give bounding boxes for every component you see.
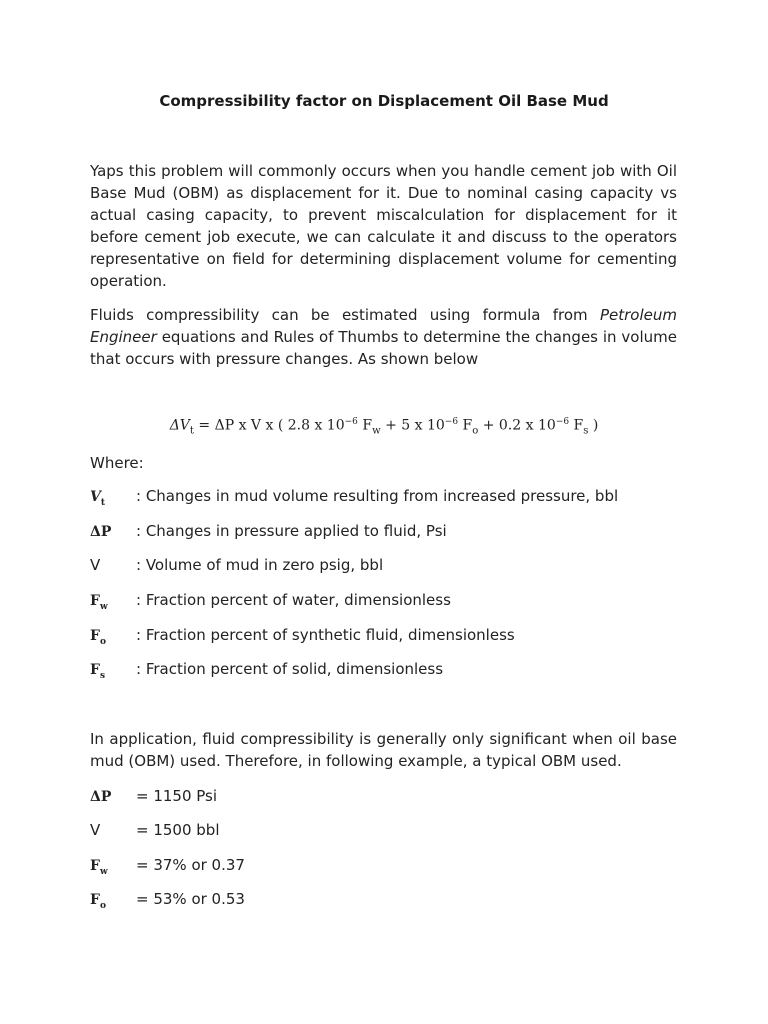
formula-lhs: ΔV: [169, 417, 190, 434]
definition-symbol: F: [90, 593, 100, 609]
definition-text: : Fraction percent of water, dimensionless: [136, 591, 451, 609]
example-symbol: F: [90, 892, 100, 908]
formula-sub: s: [583, 425, 589, 437]
compressibility-formula: [0, 417, 768, 436]
definition-symbol-sub: s: [99, 670, 106, 681]
definition-text: : Changes in mud volume resulting from increased pressure, bbl: [136, 487, 619, 505]
example-row: [90, 854, 245, 883]
definition-symbol: V: [90, 556, 101, 574]
formula-exponent: −6: [444, 417, 459, 427]
formula-part: + 0.2 x 10: [478, 417, 556, 434]
formula-sub: w: [372, 425, 381, 437]
definition-row: [90, 485, 618, 514]
example-symbol: ΔP: [90, 789, 112, 805]
formula-part: = ΔP x V x ( 2.8 x 10: [193, 417, 345, 434]
definition-symbol-sub: t: [100, 497, 106, 508]
example-value: = 1500 bbl: [136, 821, 220, 839]
intro-paragraph: Yaps this problem will commonly occurs when you handle cement job with Oil Base Mud (OBM) as displacement for it. Due to nominal casing capacity vs actual casing capacity, to prevent miscalculation for displacement for it before cement job execute, we can calculate it and discuss to the operators representative on field for determining displacement volume for cementing operation.: [90, 162, 677, 290]
example-symbol: F: [90, 858, 100, 874]
definition-symbol: F: [90, 662, 100, 678]
definition-text: : Fraction percent of solid, dimensionless: [136, 660, 444, 678]
definition-row: [90, 589, 451, 618]
definition-symbol-sub: o: [99, 636, 106, 647]
definition-symbol: F: [90, 628, 100, 644]
formula-lhs-sub: t: [189, 425, 194, 437]
formula-part: ): [588, 417, 599, 434]
definition-symbol-sub: w: [99, 601, 108, 612]
definition-row: [90, 658, 443, 687]
definition-text: : Changes in pressure applied to fluid, Psi: [136, 522, 447, 540]
formula-exponent: −6: [555, 417, 570, 427]
paragraph-text: equations and Rules of Thumbs to determine the changes in volume that occurs with pressure changes. As shown below: [90, 328, 677, 368]
definition-row: [90, 520, 447, 543]
application-paragraph: In application, fluid compressibility is generally only significant when oil base mud (OBM) used. Therefore, in following example, a typical OBM used.: [90, 730, 677, 770]
example-row: [90, 819, 220, 841]
compressibility-paragraph: [90, 304, 677, 370]
petroleum-engineer-text: Petroleum Engineer: [90, 306, 677, 346]
example-value: = 53% or 0.53: [136, 890, 245, 908]
example-row: [90, 888, 245, 917]
example-row: [90, 785, 217, 808]
example-symbol: V: [90, 821, 101, 839]
definition-row: [90, 624, 515, 653]
example-value: = 37% or 0.37: [136, 856, 245, 874]
definition-text: : Fraction percent of synthetic fluid, dimensionless: [136, 626, 515, 644]
example-symbol-sub: w: [99, 866, 108, 877]
definition-row: [90, 554, 383, 576]
where-label: Where:: [90, 454, 144, 472]
example-value: = 1150 Psi: [136, 787, 218, 805]
formula-part: + 5 x 10: [380, 417, 445, 434]
formula-part: F: [458, 417, 473, 434]
formula-sub: o: [472, 425, 479, 437]
definition-symbol: V: [90, 489, 101, 505]
example-symbol-sub: o: [99, 900, 106, 911]
formula-exponent: −6: [344, 417, 358, 427]
definition-text: : Volume of mud in zero psig, bbl: [136, 556, 384, 574]
page-title: Compressibility factor on Displacement Oil Base Mud: [159, 92, 609, 110]
formula-part: F: [569, 417, 584, 434]
formula-part: F: [357, 417, 373, 434]
definition-symbol: ΔP: [90, 524, 112, 540]
paragraph-text: Fluids compressibility can be estimated using formula from: [90, 306, 600, 324]
